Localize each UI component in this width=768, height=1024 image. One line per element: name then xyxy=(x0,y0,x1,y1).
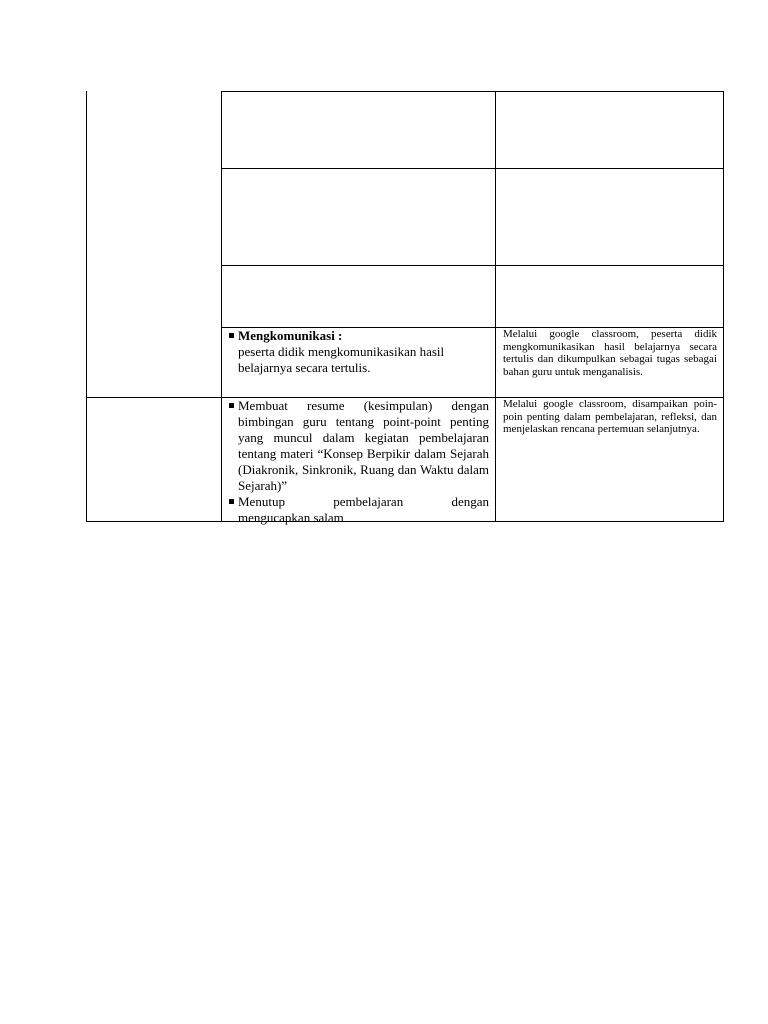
activity-cell-penutup xyxy=(229,398,489,526)
activity-cell-mengkomunikasi xyxy=(229,328,489,376)
square-bullet-icon xyxy=(229,499,234,504)
table-divider-col2 xyxy=(495,91,496,522)
closing-text-line1: Menutup pembelajaran dengan xyxy=(238,494,489,509)
bullet-item-resume xyxy=(229,398,489,494)
closing-text xyxy=(238,494,489,526)
bullet-item-closing xyxy=(229,494,489,526)
closing-text-line2: mengucapkan salam xyxy=(238,510,344,525)
table-border-right xyxy=(723,91,724,522)
table-border-left xyxy=(86,91,87,522)
square-bullet-icon xyxy=(229,403,234,408)
table-row-line-3 xyxy=(221,265,724,266)
method-cell-mengkomunikasi: Melalui google classroom, peserta didik mengkomunikasikan hasil belajarnya secara tertulis dan dikumpulkan sebagai tugas sebagai bahan guru untuk menganalisis. xyxy=(503,328,717,378)
table-row-line-top xyxy=(221,91,724,92)
table-row-line-2 xyxy=(221,168,724,169)
activity-title: Mengkomunikasi : xyxy=(238,328,343,343)
bullet-item xyxy=(229,328,489,344)
method-cell-penutup: Melalui google classroom, disampaikan poin-poin penting dalam pembelajaran, refleksi, dan menjelaskan rencana pertemuan selanjutnya. xyxy=(503,398,717,436)
square-bullet-icon xyxy=(229,333,234,338)
table-divider-col1 xyxy=(221,91,222,522)
resume-text: Membuat resume (kesimpulan) dengan bimbingan guru tentang point-point penting yang muncul dalam kegiatan pembelajaran tentang materi “Konsep Berpikir dalam Sejarah (Diakronik, Sinkronik, Ruang dan Waktu dalam Sejarah)” xyxy=(238,398,489,493)
activity-description: peserta didik mengkomunikasikan hasil belajarnya secara tertulis. xyxy=(238,344,445,375)
